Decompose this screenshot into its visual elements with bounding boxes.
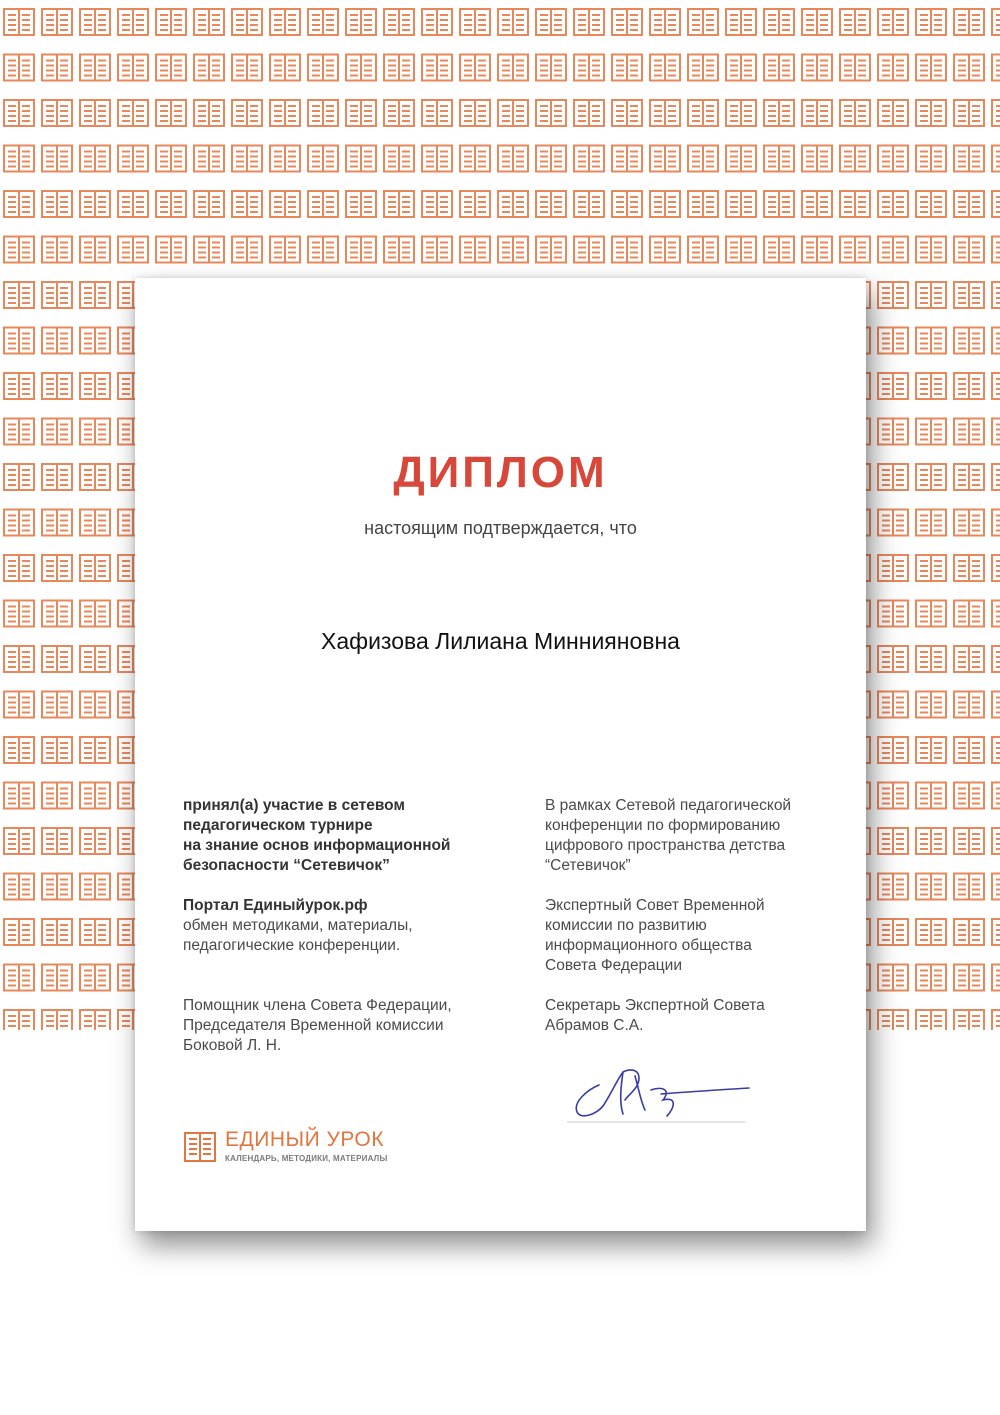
conference-text: В рамках Сетевой педагогической конференции по формированию цифрового пространства детства “Сетевичок” — [545, 797, 792, 874]
left-column — [183, 796, 503, 1056]
right-column — [545, 796, 845, 1036]
council-text: Экспертный Совет Временной комиссии по развитию информационного общества Совета Федерации — [545, 897, 765, 974]
diploma-sheet — [135, 278, 866, 1231]
diploma-title: ДИПЛОМ — [393, 448, 608, 497]
recipient-name: Хафизова Лилиана Миннияновна — [321, 628, 680, 654]
book-icon — [183, 1130, 217, 1164]
participation-text: принял(а) участие в сетевом педагогическом турнире на знание основ информационной безопасности “Сетевичок” — [183, 797, 451, 874]
logo-tagline: КАЛЕНДАРЬ, МЕТОДИКИ, МАТЕРИАЛЫ — [225, 1154, 388, 1163]
logo-name: ЕДИНЫЙ УРОК — [225, 1128, 384, 1151]
handwritten-signature — [567, 1050, 757, 1130]
portal-name: Портал Единыйурок.рф — [183, 897, 368, 914]
assistant-signatory: Помощник члена Совета Федерации, Председателя Временной комиссии Боковой Л. Н. — [183, 997, 452, 1054]
diploma-subtitle: настоящим подтверждается, что — [364, 518, 637, 538]
secretary-signatory: Секретарь Экспертной Совета Абрамов С.А. — [545, 997, 765, 1034]
portal-description: обмен методиками, материалы, педагогические конференции. — [183, 917, 413, 954]
